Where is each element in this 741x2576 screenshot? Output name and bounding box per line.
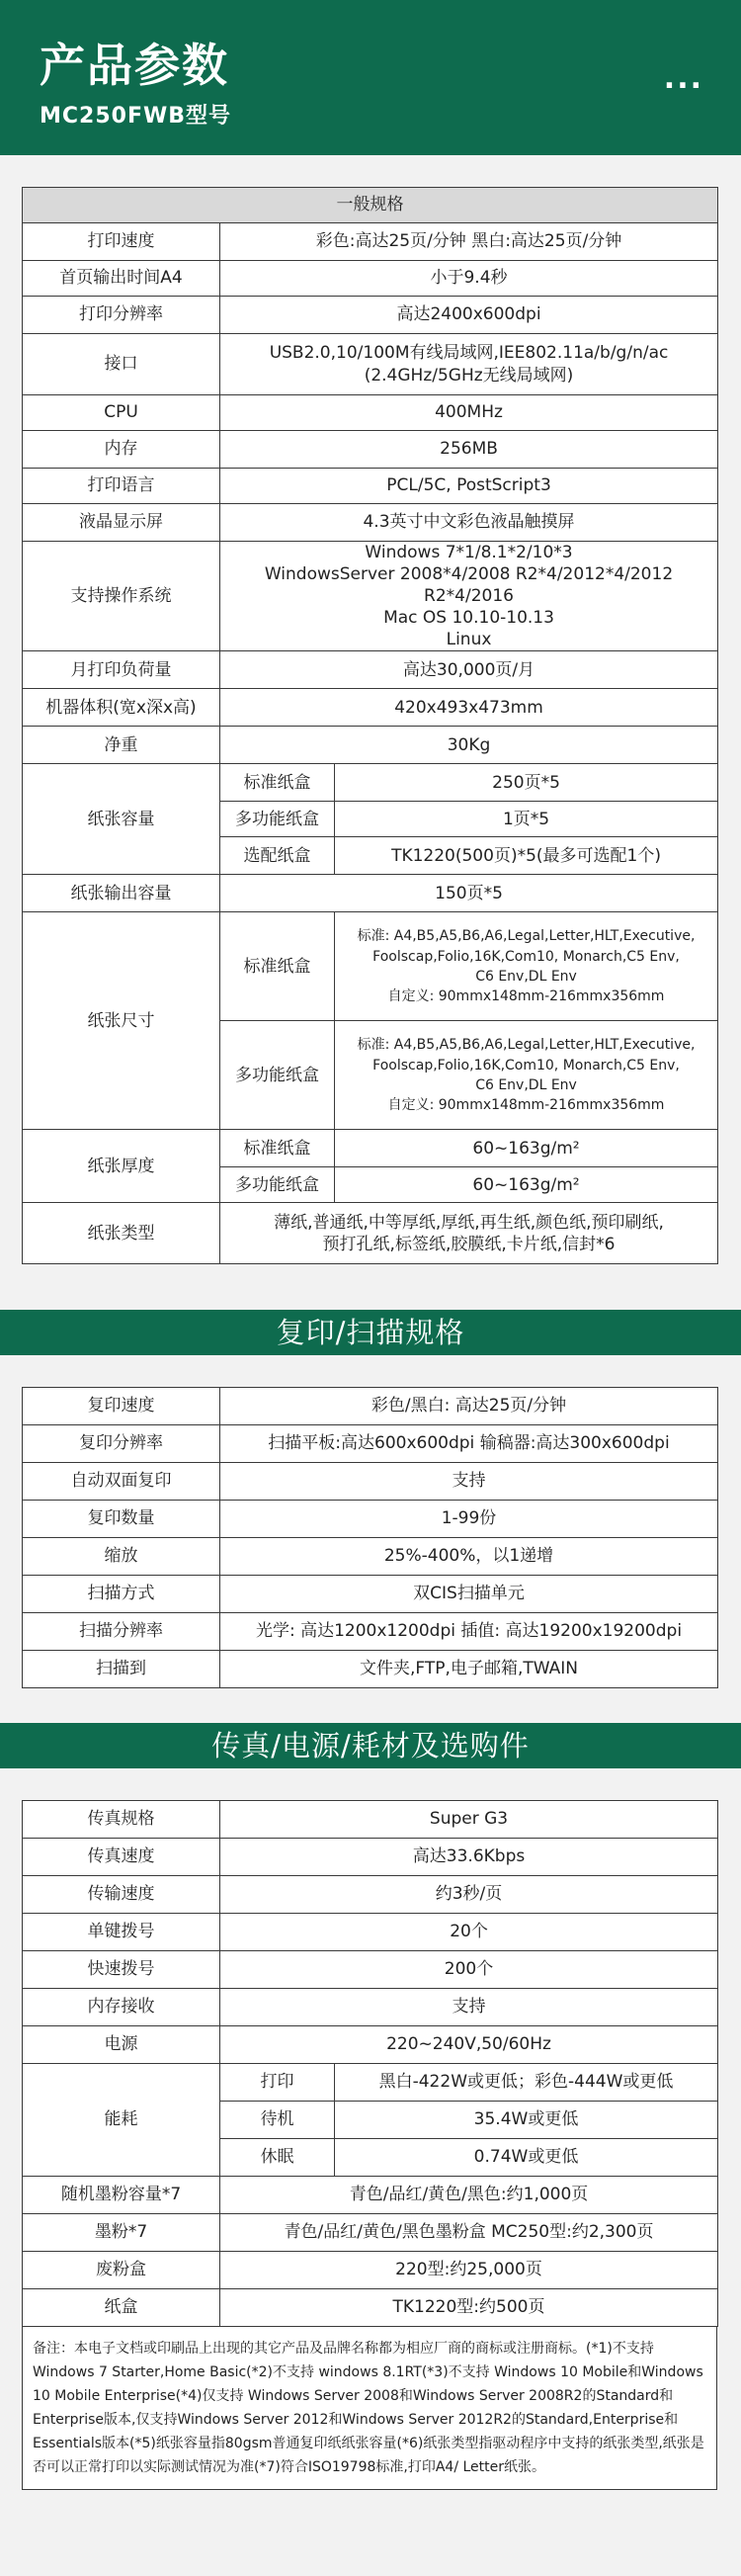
spec-sublabel: 选配纸盒 bbox=[220, 837, 335, 875]
spec-value: 文件夹,FTP,电子邮箱,TWAIN bbox=[220, 1651, 718, 1688]
spec-value: 60~163g/m² bbox=[335, 1130, 718, 1167]
table-row bbox=[23, 1388, 718, 1425]
spec-value: 支持 bbox=[220, 1463, 718, 1501]
spec-value: 青色/品红/黄色/黑色:约1,000页 bbox=[220, 2177, 718, 2214]
spec-group-label: 纸张容量 bbox=[23, 764, 220, 875]
spec-value: 薄纸,普通纸,中等厚纸,厚纸,再生纸,颜色纸,预印刷纸, 预打孔纸,标签纸,胶膜纸,卡片纸,信封*6 bbox=[220, 1203, 718, 1264]
spec-value: 约3秒/页 bbox=[220, 1876, 718, 1914]
general-specs-table bbox=[22, 187, 718, 1264]
general-specs-heading: 一般规格 bbox=[23, 188, 718, 223]
spec-value: 60~163g/m² bbox=[335, 1167, 718, 1203]
table-row bbox=[23, 469, 718, 504]
spec-value: USB2.0,10/100M有线局域网,IEE802.11a/b/g/n/ac (2.4GHz/5GHz无线局域网) bbox=[220, 334, 718, 395]
table-row bbox=[23, 727, 718, 764]
fax-power-panel bbox=[0, 1768, 741, 2576]
spec-value: 256MB bbox=[220, 431, 718, 469]
spec-value: Super G3 bbox=[220, 1801, 718, 1839]
spec-value: 光学: 高达1200x1200dpi 插值: 高达19200x19200dpi bbox=[220, 1613, 718, 1651]
table-row bbox=[23, 504, 718, 542]
spec-value: 30Kg bbox=[220, 727, 718, 764]
footnote-remarks: 备注：本电子文档或印刷品上出现的其它产品及品牌名称都为相应厂商的商标或注册商标。(*1)不支持 Windows 7 Starter,Home Basic(*2)不支持 windows 8.1RT(*3)不支持 Windows 10 Mobile和Windows 10 Mobile Enterprise(*4)仅支持 Windows Server 2008和Windows Server 2008R2的Standard和Enterprise版本,仅支持Windows Server 2012和Windows Server 2012R2的Standard,Enterprise和Essentials版本(*5)纸张容量指80gsm普通复印纸纸张容量(*6)纸张类型指驱动程序中支持的纸张类型,纸张是否可以正常打印以实际测试情况为准(*7)符合ISO19798标准,打印A4/ Letter纸张。 bbox=[22, 2327, 717, 2490]
table-row bbox=[23, 1463, 718, 1501]
spec-label: 传真速度 bbox=[23, 1839, 220, 1876]
spec-value: TK1220(500页)*5(最多可选配1个) bbox=[335, 837, 718, 875]
spec-label: 电源 bbox=[23, 2026, 220, 2064]
table-row bbox=[23, 261, 718, 297]
table-row bbox=[23, 1839, 718, 1876]
table-row bbox=[23, 2026, 718, 2064]
table-row bbox=[23, 2289, 718, 2327]
spec-value: 200个 bbox=[220, 1951, 718, 1989]
spec-label: 纸张类型 bbox=[23, 1203, 220, 1264]
spec-value: PCL/5C, PostScript3 bbox=[220, 469, 718, 504]
spec-label: 首页输出时间A4 bbox=[23, 261, 220, 297]
spec-label: 内存接收 bbox=[23, 1989, 220, 2026]
spec-label: 打印语言 bbox=[23, 469, 220, 504]
spec-value: 黑白-422W或更低；彩色-444W或更低 bbox=[335, 2064, 718, 2102]
spec-value: Windows 7*1/8.1*2/10*3 WindowsServer 2008*4/2008 R2*4/2012*4/2012 R2*4/2016 Mac OS 10.10-10.13 Linux bbox=[220, 542, 718, 651]
table-row bbox=[23, 2252, 718, 2289]
spec-group-label: 纸张厚度 bbox=[23, 1130, 220, 1203]
spec-value: 支持 bbox=[220, 1989, 718, 2026]
table-row bbox=[23, 1951, 718, 1989]
general-specs-panel bbox=[0, 155, 741, 1310]
spec-value: 彩色:高达25页/分钟 黑白:高达25页/分钟 bbox=[220, 223, 718, 261]
table-row bbox=[23, 1989, 718, 2026]
spec-label: 缩放 bbox=[23, 1538, 220, 1576]
table-row bbox=[23, 1203, 718, 1264]
copy-scan-section-title: 复印/扫描规格 bbox=[0, 1310, 741, 1355]
table-row bbox=[23, 764, 718, 802]
spec-value: 35.4W或更低 bbox=[335, 2102, 718, 2139]
spec-sublabel: 多功能纸盒 bbox=[220, 1021, 335, 1130]
spec-value: 400MHz bbox=[220, 395, 718, 431]
copy-scan-table bbox=[22, 1387, 718, 1688]
table-row bbox=[23, 334, 718, 395]
spec-label: 纸盒 bbox=[23, 2289, 220, 2327]
spec-value: 双CIS扫描单元 bbox=[220, 1576, 718, 1613]
spec-sublabel: 多功能纸盒 bbox=[220, 802, 335, 837]
spec-value: 扫描平板:高达600x600dpi 输稿器:高达300x600dpi bbox=[220, 1425, 718, 1463]
spec-label: 纸张输出容量 bbox=[23, 875, 220, 912]
spec-label: 净重 bbox=[23, 727, 220, 764]
spec-value: 20个 bbox=[220, 1914, 718, 1951]
spec-label: 打印速度 bbox=[23, 223, 220, 261]
spec-sublabel: 待机 bbox=[220, 2102, 335, 2139]
table-row bbox=[23, 1876, 718, 1914]
spec-label: 月打印负荷量 bbox=[23, 651, 220, 689]
spec-sublabel: 标准纸盒 bbox=[220, 764, 335, 802]
spec-label: CPU bbox=[23, 395, 220, 431]
spec-value: 彩色/黑白: 高达25页/分钟 bbox=[220, 1388, 718, 1425]
table-row bbox=[23, 2214, 718, 2252]
table-row bbox=[23, 1130, 718, 1167]
spec-value: 220型:约25,000页 bbox=[220, 2252, 718, 2289]
spec-value: 小于9.4秒 bbox=[220, 261, 718, 297]
table-row bbox=[23, 542, 718, 651]
spec-label: 打印分辨率 bbox=[23, 297, 220, 334]
page-title: 产品参数 bbox=[40, 39, 229, 92]
table-row bbox=[23, 875, 718, 912]
spec-label: 随机墨粉容量*7 bbox=[23, 2177, 220, 2214]
spec-value: 250页*5 bbox=[335, 764, 718, 802]
spec-value: TK1220型:约500页 bbox=[220, 2289, 718, 2327]
spec-label: 传输速度 bbox=[23, 1876, 220, 1914]
table-row bbox=[23, 1576, 718, 1613]
spec-sublabel: 打印 bbox=[220, 2064, 335, 2102]
spec-value: 标准: A4,B5,A5,B6,A6,Legal,Letter,HLT,Executive, Foolscap,Folio,16K,Com10, Monarch,C5 Env, C6 Env,DL Env 自定义: 90mmx148mm-216mmx356mm bbox=[335, 1021, 718, 1130]
spec-value: 1页*5 bbox=[335, 802, 718, 837]
table-row bbox=[23, 651, 718, 689]
table-row bbox=[23, 395, 718, 431]
table-row bbox=[23, 1613, 718, 1651]
spec-label: 复印数量 bbox=[23, 1501, 220, 1538]
spec-sublabel: 标准纸盒 bbox=[220, 1130, 335, 1167]
spec-value: 220~240V,50/60Hz bbox=[220, 2026, 718, 2064]
spec-group-label: 纸张尺寸 bbox=[23, 912, 220, 1130]
table-row bbox=[23, 1501, 718, 1538]
spec-label: 复印分辨率 bbox=[23, 1425, 220, 1463]
table-row bbox=[23, 1425, 718, 1463]
spec-sublabel: 多功能纸盒 bbox=[220, 1167, 335, 1203]
spec-value: 0.74W或更低 bbox=[335, 2139, 718, 2177]
spec-label: 扫描到 bbox=[23, 1651, 220, 1688]
spec-label: 快速拨号 bbox=[23, 1951, 220, 1989]
spec-value: 420x493x473mm bbox=[220, 689, 718, 727]
table-row bbox=[23, 1801, 718, 1839]
spec-label: 废粉盒 bbox=[23, 2252, 220, 2289]
table-row bbox=[23, 431, 718, 469]
spec-value: 150页*5 bbox=[220, 875, 718, 912]
spec-group-label: 能耗 bbox=[23, 2064, 220, 2177]
table-row bbox=[23, 1914, 718, 1951]
table-row bbox=[23, 297, 718, 334]
model-subtitle: MC250FWB型号 bbox=[40, 104, 232, 129]
spec-label: 复印速度 bbox=[23, 1388, 220, 1425]
page-header bbox=[0, 0, 741, 155]
spec-label: 扫描分辨率 bbox=[23, 1613, 220, 1651]
spec-value: 标准: A4,B5,A5,B6,A6,Legal,Letter,HLT,Executive, Foolscap,Folio,16K,Com10, Monarch,C5 Env, C6 Env,DL Env 自定义: 90mmx148mm-216mmx356mm bbox=[335, 912, 718, 1021]
spec-label: 扫描方式 bbox=[23, 1576, 220, 1613]
spec-label: 机器体积(宽x深x高) bbox=[23, 689, 220, 727]
spec-value: 高达33.6Kbps bbox=[220, 1839, 718, 1876]
fax-power-table bbox=[22, 1800, 718, 2327]
spec-label: 墨粉*7 bbox=[23, 2214, 220, 2252]
spec-label: 自动双面复印 bbox=[23, 1463, 220, 1501]
table-row bbox=[23, 1538, 718, 1576]
spec-value: 高达2400x600dpi bbox=[220, 297, 718, 334]
copy-scan-panel bbox=[0, 1355, 741, 1723]
table-row bbox=[23, 223, 718, 261]
spec-value: 高达30,000页/月 bbox=[220, 651, 718, 689]
fax-power-section-title: 传真/电源/耗材及选购件 bbox=[0, 1723, 741, 1768]
table-row bbox=[23, 689, 718, 727]
spec-sublabel: 标准纸盒 bbox=[220, 912, 335, 1021]
spec-sublabel: 休眠 bbox=[220, 2139, 335, 2177]
spec-label: 接口 bbox=[23, 334, 220, 395]
spec-value: 4.3英寸中文彩色液晶触摸屏 bbox=[220, 504, 718, 542]
spec-label: 液晶显示屏 bbox=[23, 504, 220, 542]
spec-value: 25%-400%，以1递增 bbox=[220, 1538, 718, 1576]
spec-label: 内存 bbox=[23, 431, 220, 469]
table-row bbox=[23, 2064, 718, 2102]
table-row bbox=[23, 912, 718, 1021]
spec-label: 单键拨号 bbox=[23, 1914, 220, 1951]
more-options-icon[interactable]: ... bbox=[663, 61, 703, 96]
spec-value: 青色/品红/黄色/黑色墨粉盒 MC250型:约2,300页 bbox=[220, 2214, 718, 2252]
spec-label: 传真规格 bbox=[23, 1801, 220, 1839]
spec-value: 1-99份 bbox=[220, 1501, 718, 1538]
table-row bbox=[23, 1651, 718, 1688]
table-row bbox=[23, 2177, 718, 2214]
spec-label: 支持操作系统 bbox=[23, 542, 220, 651]
